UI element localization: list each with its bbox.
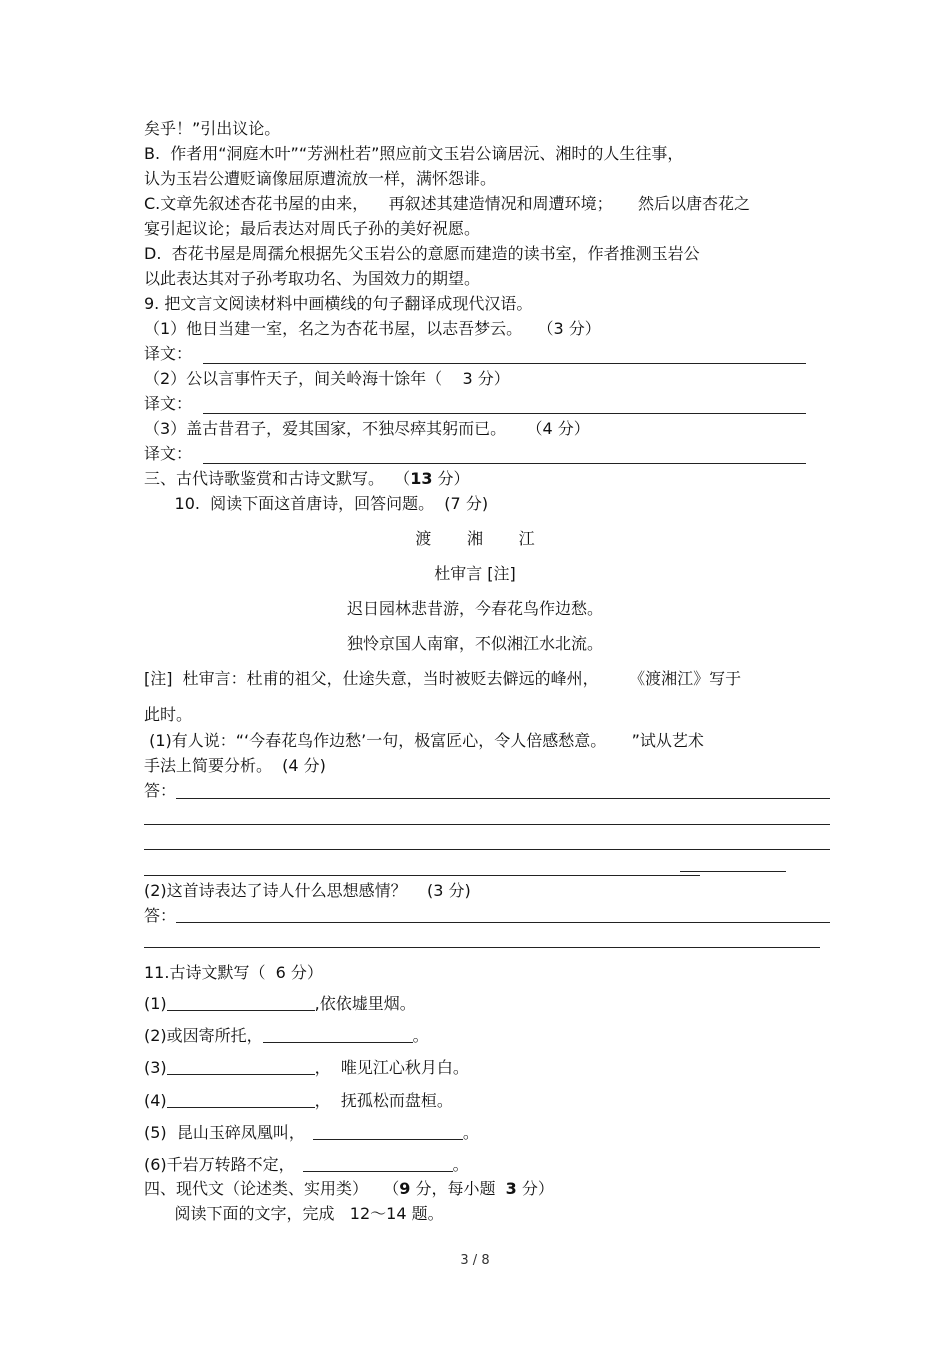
fill-blank[interactable] bbox=[263, 1026, 413, 1043]
answer-line[interactable] bbox=[144, 875, 700, 876]
translation-label: 译文： bbox=[144, 444, 193, 463]
answer-line[interactable] bbox=[176, 922, 830, 923]
recitation-1: (1) ,依依墟里烟。 bbox=[144, 994, 416, 1013]
poem-note: 此时。 bbox=[144, 705, 193, 724]
fill-blank[interactable] bbox=[303, 1155, 453, 1172]
option-b: B. 作者用“洞庭木叶”“芳洲杜若”照应前文玉岩公谪居沅、湘时的人生往事， bbox=[144, 144, 684, 163]
translation-label: 译文： bbox=[144, 344, 193, 363]
poem-note: [注] 杜审言：杜甫的祖父，仕途失意，当时被贬去僻远的峰州， 《渡湘江》写于 bbox=[144, 669, 742, 688]
fill-blank[interactable] bbox=[167, 1091, 315, 1108]
answer-line[interactable] bbox=[680, 871, 786, 872]
question-10-1: 手法上简要分析。 (4 分) bbox=[144, 756, 326, 775]
fill-blank[interactable] bbox=[313, 1123, 463, 1140]
poem-author: 杜审言 [注] bbox=[434, 564, 516, 583]
question-10: 10. 阅读下面这首唐诗，回答问题。 (7 分) bbox=[144, 494, 489, 513]
question-9: 9. 把文言文阅读材料中画横线的句子翻译成现代汉语。 bbox=[144, 294, 533, 313]
recitation-4: (4) ， 抚孤松而盘桓。 bbox=[144, 1091, 453, 1110]
question-10-2: (2)这首诗表达了诗人什么思想感情？ (3 分) bbox=[144, 881, 471, 900]
answer-line[interactable] bbox=[203, 363, 806, 364]
fill-blank[interactable] bbox=[167, 994, 315, 1011]
section-4-heading: 四、现代文（论述类、实用类） （9 分，每小题 3 分） bbox=[144, 1179, 554, 1198]
option-c: C.文章先叙述杏花书屋的由来， 再叙述其建造情况和周遭环境； 然后以唐杏花之 bbox=[144, 194, 751, 213]
question-9-2: （2）公以言事忤天子，间关岭海十馀年（ 3 分） bbox=[144, 369, 510, 388]
question-10-1: (1)有人说：“‘今春花鸟作边愁’一句，极富匠心，令人倍感愁意。 ”试从艺术 bbox=[144, 731, 704, 750]
recitation-6: (6)千岩万转路不定， 。 bbox=[144, 1155, 469, 1174]
fill-blank[interactable] bbox=[167, 1058, 315, 1075]
poem-line: 独怜京国人南窜，不似湘江水北流。 bbox=[346, 634, 603, 653]
section-3-heading: 三、古代诗歌鉴赏和古诗文默写。 （13 分） bbox=[144, 469, 470, 488]
answer-line[interactable] bbox=[144, 849, 830, 850]
text-line: 宴引起议论；最后表达对周氏子孙的美好祝愿。 bbox=[144, 219, 481, 238]
answer-label: 答： bbox=[144, 906, 177, 925]
recitation-3: (3) ， 唯见江心秋月白。 bbox=[144, 1058, 469, 1077]
question-11: 11.古诗文默写（ 6 分） bbox=[144, 963, 323, 982]
question-9-1: （1）他日当建一室，名之为杏花书屋，以志吾梦云。 （3 分） bbox=[144, 319, 601, 338]
reading-instruction: 阅读下面的文字，完成 12～14 题。 bbox=[144, 1204, 444, 1223]
option-d: D. 杏花书屋是周孺允根据先父玉岩公的意愿而建造的读书室，作者推测玉岩公 bbox=[144, 244, 700, 263]
answer-label: 答： bbox=[144, 781, 177, 800]
question-9-3: （3）盖古昔君子，爱其国家，不独尽瘁其躬而已。 （4 分） bbox=[144, 419, 590, 438]
page-number: 3 / 8 bbox=[460, 1253, 490, 1268]
poem-title: 渡 湘 江 bbox=[415, 529, 535, 548]
text-line: 以此表达其对子孙考取功名、为国效力的期望。 bbox=[144, 269, 481, 288]
recitation-2: (2)或因寄所托， 。 bbox=[144, 1026, 429, 1045]
recitation-5: (5) 昆山玉碎凤凰叫， 。 bbox=[144, 1123, 479, 1142]
text-line: 矣乎！”引出议论。 bbox=[144, 119, 281, 138]
answer-line[interactable] bbox=[144, 947, 820, 948]
answer-line[interactable] bbox=[203, 413, 806, 414]
answer-line[interactable] bbox=[203, 463, 806, 464]
poem-line: 迟日园林悲昔游，今春花鸟作边愁。 bbox=[346, 599, 603, 618]
answer-line[interactable] bbox=[144, 824, 830, 825]
answer-line[interactable] bbox=[176, 798, 830, 799]
translation-label: 译文： bbox=[144, 394, 193, 413]
text-line: 认为玉岩公遭贬谪像屈原遭流放一样，满怀怨诽。 bbox=[144, 169, 497, 188]
